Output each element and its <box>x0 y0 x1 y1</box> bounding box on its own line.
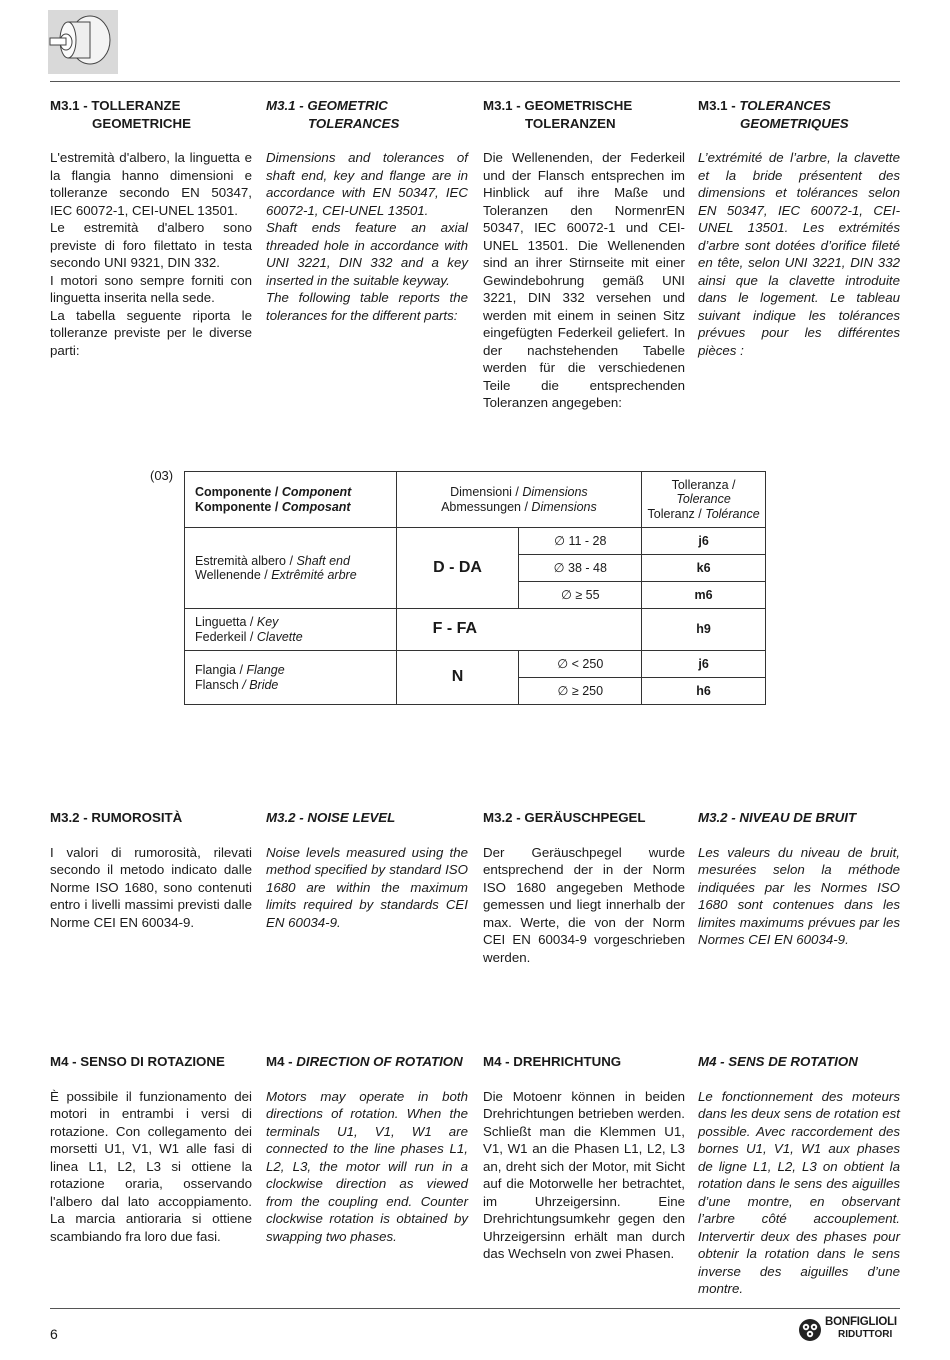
m31-en-heading: M3.1 - GEOMETRIC TOLERANCES <box>266 98 400 131</box>
m31-en-p3: The following table reports the tolerances for the different parts: <box>266 290 468 323</box>
m32-fr-text: Les valeurs du niveau de bruit, mesurées selon la méthode indiquées par les Normes ISO 1680 sont contenues dans les limites maximums prévues par les Normes CEI EN 60034-9. <box>698 844 900 947</box>
m31-it-p1: L'estremità d'albero, la linguetta e la flangia hanno dimensioni e tolleranze secondo EN 50347, IEC 60072-1, CEI-UNEL 13501. <box>50 150 252 218</box>
m32-en-column <box>266 809 468 931</box>
m31-de-p1: Die Wellenenden, der Federkeil und der Flansch entsprechen im Hinblick auf ihre Maße und Toleranzen den NormenrEN 50347, IEC 60072-1 und CEI-UNEL 13501. Die Wellenenden sind an ihrer Stirnseite mit einer Gewindebohrung gemäß UNI 3221, DIN 332 versehen und werden mit einem in seinen Sitz eingefügten Federkeil geliefert. In der nachstehenden Tabelle werden für die verschiedenen Teile die entsprechenden Toleranzen angegeben: <box>483 150 685 410</box>
m4-de-text: Die Motoenr können in beiden Drehrichtungen betrieben werden. Schließt man die Klemmen U1, V1, W1 an die Phasen L1, L2, L3 an, dreht sich der Motor, mit Sicht auf die Motorwelle her betrachtet, im Uhrzeigersinn. Eine Drehrichtungsumkehr gegen den Uhrzeigersinn erhält man durch das Wechseln von zwei Phasen. <box>483 1088 685 1261</box>
table-header-row <box>185 472 766 528</box>
m32-fr-column <box>698 809 900 949</box>
m31-it-p4: La tabella seguente riporta le tolleranze previste per le diverse parti: <box>50 307 252 358</box>
m31-fr-p1: L’extrémité de l’arbre, la clavette et la bride présentent des dimensions et tolérances selon EN 50347, IEC 60072-1, CEI-UNEL 13501. Les extrémités d’arbre sont dotées d’orifice fileté en tête, selon UNI 3221, DIN 332 ainsi que la clavette introduite dans le logement. Le tableau suivant indique les tolérances prévues pour les différentes pièces : <box>698 150 900 358</box>
m4-en-heading: M4 - DIRECTION OF ROTATION <box>266 1054 463 1069</box>
shaft-end-label: Estremità albero / Shaft end Wellenende / Extrêmité arbre <box>185 528 397 609</box>
m4-fr-column <box>698 1053 900 1298</box>
header-component: Componente / Component Komponente / Composant <box>185 472 397 528</box>
m32-de-column <box>483 809 685 966</box>
m4-it-column <box>50 1053 252 1245</box>
table-reference: (03) <box>150 468 174 483</box>
table-row <box>185 651 766 678</box>
m31-it-p2: Le estremità d'albero sono previste di foro filettato in testa secondo UNI 9321, DIN 332. <box>50 220 252 270</box>
flange-range-1: ∅ < 250 <box>519 651 642 678</box>
header-tolerance: Tolleranza / Tolerance Toleranz / Tolérance <box>642 472 766 528</box>
m31-it-heading: M3.1 - TOLLERANZE GEOMETRICHE <box>50 98 191 131</box>
brand-logo <box>798 1316 902 1344</box>
m32-fr-heading: M3.2 - NIVEAU DE BRUIT <box>698 810 857 825</box>
flange-range-2: ∅ ≥ 250 <box>519 678 642 705</box>
m31-fr-column <box>698 97 900 359</box>
table-row <box>185 609 766 651</box>
m4-it-heading: M4 - SENSO DI ROTAZIONE <box>50 1054 225 1069</box>
motor-icon <box>48 10 118 74</box>
m31-en-column <box>266 97 468 324</box>
footer-rule <box>50 1308 900 1309</box>
key-code: F - FA <box>396 609 642 651</box>
m31-de-column <box>483 97 685 412</box>
tolerance-table <box>184 471 766 705</box>
m32-it-heading: M3.2 - RUMOROSITÀ <box>50 810 183 825</box>
m32-it-column <box>50 809 252 931</box>
m4-fr-heading: M4 - SENS DE ROTATION <box>698 1054 858 1069</box>
m4-it-text: È possibile il funzionamento dei motori in entrambi i versi di rotazione. Con collegamento dei morsetti U1, V1, W1 alle fasi di linea L1, L2, L3 si ottiene la rotazione oraria, osservando l'albero dal lato accoppiamento. La marcia antioraria si ottiene scambiando fra loro due fasi. <box>50 1088 252 1244</box>
motor-thumbnail <box>48 10 118 74</box>
m31-it-p3: I motori sono sempre forniti con linguetta inserita nella sede. <box>50 272 252 305</box>
shaft-tol-2: k6 <box>642 555 766 582</box>
shaft-range-3: ∅ ≥ 55 <box>519 582 642 609</box>
shaft-range-1: ∅ 11 - 28 <box>519 528 642 555</box>
m31-en-p2: Shaft ends feature an axial threaded hole in accordance with UNI 3221, DIN 332 and a key inserted in the suitable keyway. <box>266 220 468 288</box>
m31-en-p1: Dimensions and tolerances of shaft end, key and flange are in accordance with EN 50347, IEC 60072-1, CEI-UNEL 13501. <box>266 150 468 218</box>
flange-tol-1: j6 <box>642 651 766 678</box>
header-rule <box>50 81 900 82</box>
shaft-tol-1: j6 <box>642 528 766 555</box>
m4-de-heading: M4 - DREHRICHTUNG <box>483 1054 622 1069</box>
key-label: Linguetta / Key Federkeil / Clavette <box>185 609 397 651</box>
gear-logo-icon <box>798 1318 822 1342</box>
header-dimensions: Dimensioni / Dimensions Abmessungen / Dimensions <box>396 472 642 528</box>
m32-it-text: I valori di rumorosità, rilevati secondo il metodo indicato dalle Norme ISO 1680, sono contenuti entro i livelli massimi previsti dalle Norme CEI EN 60034-9. <box>50 844 252 930</box>
m4-de-column <box>483 1053 685 1263</box>
table-row <box>185 528 766 555</box>
shaft-range-2: ∅ 38 - 48 <box>519 555 642 582</box>
brand-subname: RIDUTTORI <box>838 1329 893 1340</box>
m4-en-column <box>266 1053 468 1245</box>
m32-en-text: Noise levels measured using the method specified by standard ISO 1680 are within the maximum limits required by standards CEI EN 60034-9. <box>266 844 468 930</box>
flange-tol-2: h6 <box>642 678 766 705</box>
m4-en-text: Motors may operate in both directions of rotation. When the terminals U1, V1, W1 are connected to the line phases L1, L2, L3, the motor will run in a clockwise direction as viewed from the coupling end. Counter clockwise rotation is obtained by swapping two phases. <box>266 1088 468 1244</box>
m31-fr-heading: M3.1 - TOLERANCES GEOMETRIQUES <box>698 98 849 131</box>
brand-name: BONFIGLIOLI <box>825 1316 897 1328</box>
flange-code: N <box>396 651 519 705</box>
key-tol: h9 <box>642 609 766 651</box>
m32-de-text: Der Geräuschpegel wurde entsprechend der in der Norm ISO 1680 angegeben Methode gemessen und liegt innerhalb der max. Werte, die von der Norm CEI EN 60034-9 vorgeschrieben werden. <box>483 844 685 965</box>
flange-label: Flangia / Flange Flansch / Bride <box>185 651 397 705</box>
m31-de-heading: M3.1 - GEOMETRISCHE TOLERANZEN <box>483 98 633 131</box>
m31-it-column <box>50 97 252 359</box>
shaft-code: D - DA <box>396 528 519 609</box>
page-number: 6 <box>50 1326 58 1342</box>
m32-en-heading: M3.2 - NOISE LEVEL <box>266 810 396 825</box>
shaft-tol-3: m6 <box>642 582 766 609</box>
m4-fr-text: Le fonctionnement des moteurs dans les deux sens de rotation est possible. Avec raccordement des bornes U1, V1, W1 aux phases de ligne L1, L2, L3 on obtient la rotation dans le sens des aiguilles d’une montre, en observant l’arbre côté accouplement. Intervertir deux des phases pour obtenir la rotation dans le sens inverse des aiguilles d’une montre. <box>698 1088 900 1296</box>
m32-de-heading: M3.2 - GERÄUSCHPEGEL <box>483 810 646 825</box>
